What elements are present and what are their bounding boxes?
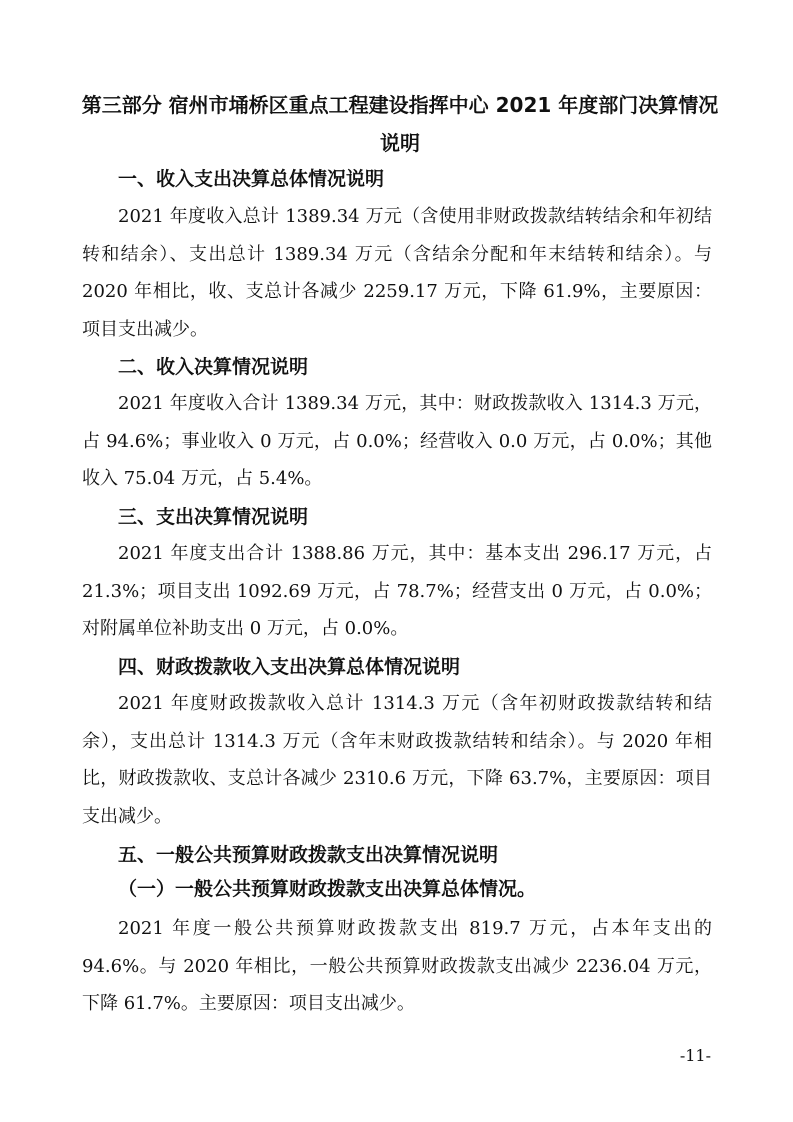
section-heading-4: 四、财政拨款收入支出决算总体情况说明 <box>118 656 461 678</box>
section-heading-2: 二、收入决算情况说明 <box>118 356 309 378</box>
section-paragraph-1: 2021 年度收入总计 1389.34 万元（含使用非财政拨款结转结余和年初结转和结余）、支出总计 1389.34 万元（含结余分配和年末结转和结余）。与 2020 年相比，收、支总计各减少 2259.17 万元，下降 61.9%，主要原因：项目支出减少。 <box>82 206 712 340</box>
page-title: 第三部分 宿州市埇桥区重点工程建设指挥中心 2021 年度部门决算情况说明 <box>81 93 719 155</box>
section-paragraph-4: 2021 年度财政拨款收入总计 1314.3 万元（含年初财政拨款结转和结余），支出总计 1314.3 万元（含年末财政拨款结转和结余）。与 2020 年相比，财政拨款收、支总计各减少 2310.6 万元，下降 63.7%，主要原因：项目支出减少。 <box>82 693 712 827</box>
section-heading-1: 一、收入支出决算总体情况说明 <box>118 168 385 190</box>
section-subheading-5-1: （一）一般公共预算财政拨款支出决算总体情况。 <box>118 878 537 900</box>
section-heading-5: 五、一般公共预算财政拨款支出决算情况说明 <box>118 844 499 866</box>
section-heading-3: 三、支出决算情况说明 <box>118 506 309 528</box>
section-paragraph-5: 2021 年度一般公共预算财政拨款支出 819.7 万元，占本年支出的 94.6%。与 2020 年相比，一般公共预算财政拨款支出减少 2236.04 万元，下降 61.7%。主要原因：项目支出减少。 <box>82 918 712 1014</box>
page-number: -11- <box>679 1046 711 1065</box>
section-paragraph-2: 2021 年度收入合计 1389.34 万元，其中：财政拨款收入 1314.3 万元，占 94.6%；事业收入 0 万元，占 0.0%；经营收入 0.0 万元，占 0.0%；其他收入 75.04 万元，占 5.4%。 <box>82 393 712 489</box>
section-paragraph-3: 2021 年度支出合计 1388.86 万元，其中：基本支出 296.17 万元，占 21.3%；项目支出 1092.69 万元，占 78.7%；经营支出 0 万元，占 0.0%；对附属单位补助支出 0 万元，占 0.0%。 <box>82 543 712 639</box>
